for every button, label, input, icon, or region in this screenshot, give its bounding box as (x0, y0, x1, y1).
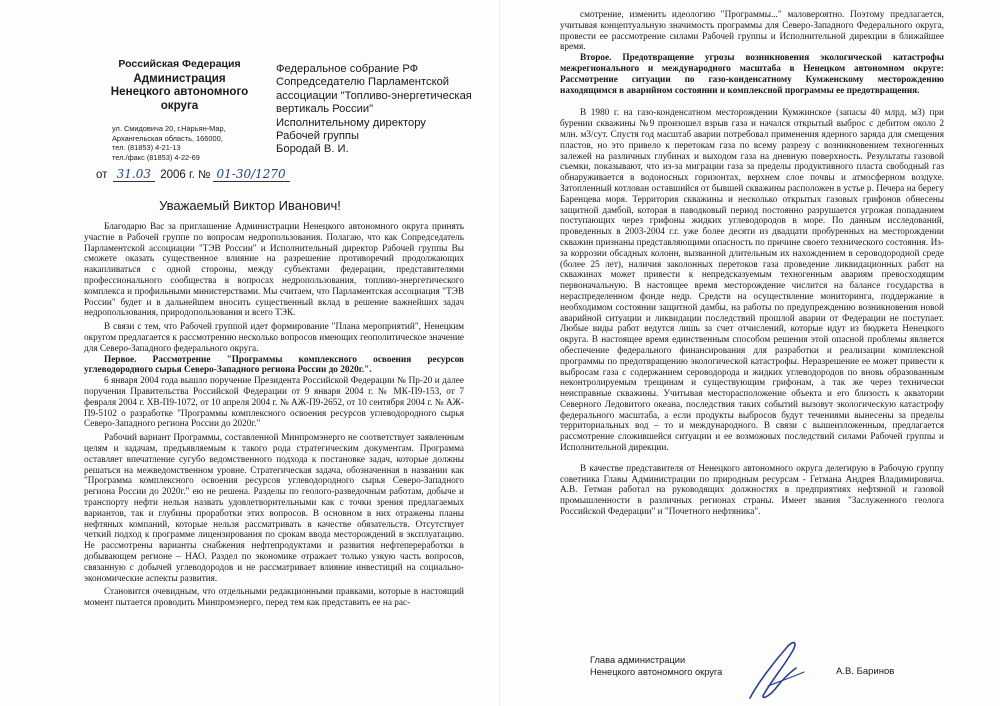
paragraph: В связи с тем, что Рабочей группой идет формирование "Плана мероприятий", Ненецким округом предлагается к рассмотрению несколько вопросов имеющих геополитическое значение для Северо-Западного федерального округа. (84, 322, 464, 354)
sender-address (112, 124, 252, 162)
addressee-line: Федеральное собрание РФ (276, 63, 419, 75)
paragraph: В 1980 г. на газо-конденсатном месторождении Кумжинское (запасы 40 млрд. м3) при бурении скважины №9 произошел взрыв газа и начался открытый выброс с дебитом около 2 млн. м3/сут. Спустя год масштаб аварии потребовал применения ядерного заряда для смещения пластов, но это привело к перетокам газа по всему разрезу с возникновением техногенных залежей на различных глубинах и выходом газа на дневную поверхность. Результаты газовой съемки, показывают, что из-за миграции газа за пределы продуктивного пласта свободный газ обнаруживается в водоносных горизонтах, верхнем слое почвы и атмосферном воздухе. Затопленный котлован оставшийся от бывшей скважины расположен в устье р. Печера на берегу Баренцева моря. Территория скважины и несколько открытых газовых грифонов обнесены защитной дамбой, которая в паводковый период постоянно разрушается угрожая попаданием поступающих через грифоны жидких углеводородов в море. По данным исследований, проведенных в 2003-2004 г.г. уже более десяти из двадцати пробуренных на месторождении скважин признаны представляющими опасность по причине своего технического состояния. Из-за коррозии обсадных колонн, вызванной длительным их нахождением в сероводородной среде (более 25 лет), наличия заколонных перетоков газа проведение ликвидационных работ на скважинах может привести к непредсказуемым техногенным авариям превосходящим первоначальную. В настоящее время месторождение числится на балансе государства в нераспределенном фонде недр. Средств на осуществление мониторинга, поддержание в необходимом состоянии защитной дамбы, на работы по предупреждению возникновения новой аварийной ситуации и ликвидации последствий прошлой аварии от Федерации не поступает. Любые виды работ ведутся лишь за счет отчислений, которые идут из бюджета Ненецкого округа. В настоящее время единственным способом решения этой опасной проблемы является обеспечение федерального финансирования для разработки и реализации комплексной программы по предотвращению экологической катастрофы. Неразрешение ее может привести к выбросам газа с содержанием сероводорода и жидких углеводородов по вновь образованным неконтролируемым трещинам и существующим грифонам, а так же через технически неисправные скважины. Учитывая месторасположение объекта и его близость к акватории Северного Ледовитого океана, последствия таких событий вызовут экологическую катастрофу федерального масштаба, а если продукты выбросов будут течениями вынесены за пределы территориальных вод – то и международного. В связи с вышеизложенным, предлагается рассмотрение сложившейся ситуации и ее возможных последствий силами Рабочей группы и Исполнительной дирекции. (560, 108, 944, 454)
handwritten-date: 31.03 (113, 167, 155, 182)
letter-body-page-1 (84, 222, 464, 609)
addressee-block (276, 63, 486, 157)
sender-region: Ненецкого автономного (110, 85, 249, 98)
signatory-title-line2: Ненецкого автономного округа (590, 666, 723, 677)
signatory-name: А.В. Баринов (836, 666, 895, 677)
addressee-line: вертикаль России" (276, 103, 374, 116)
section-heading-first: Первое. Рассмотрение "Программы комплексного освоения ресурсов углеводородного сырья Северо-Западного региона России до 2020г.". (84, 354, 464, 376)
addressee-name: Бородай В. И. (276, 143, 349, 156)
paragraph: В качестве представителя от Ненецкого автономного округа делегирую в Рабочую группу советника Главы Администрации по природным ресурсам - Гетмана Андрея Владимировича. А.В. Гетман работал на руководящих должностях в предприятиях нефтяной и газовой промышленности в различных регионах страны. Имеет звания "Заслуженного геолога Российской Федерации" и "Почетного нефтяника". (560, 463, 944, 518)
sender-address-region: Архангельская область, 166000, (112, 133, 223, 143)
date-number-line (96, 167, 356, 182)
paragraph: смотрение, изменить идеологию "Программы..." маловероятно. Поэтому предлагается, учитывая концептуальную значимость программы для Северо-Западного Федерального округа, провести ее рассмотрение силами Рабочей группы и Исполнительной дирекции в ближайшее время. (560, 10, 944, 53)
addressee-line: Исполнительному директору (276, 116, 426, 129)
addressee-line: Сопредседателю Парламентской (276, 76, 450, 89)
sender-country: Российская Федерация (118, 58, 241, 70)
paragraph: Становится очевидным, что отдельными редакционными правками, которые в настоящий момент пытается проводить Минпромэнерго, перед тем как представить ее на рас- (84, 587, 464, 609)
sender-address-street: ул. Смидовича 20, г.Нарьян-Мар, (112, 124, 226, 133)
sender-letterhead (92, 58, 267, 112)
letter-page-2 (500, 0, 1000, 706)
date-prefix: от (96, 169, 108, 181)
date-year: 2006 г. (160, 169, 195, 181)
sender-administration: Администрация (133, 71, 226, 85)
sender-fax: тел./факс (81853) 4-22-69 (112, 152, 200, 162)
paragraph: Рабочий вариант Программы, составленной Минпромэнерго не соответствует заявленным целям и задачам, предъявляемым к такого рода стратегическим документам. Программа оставляет впечатление сугубо ведомственного подхода к постановке задач, которые должны решаться на межведомственном уровне. Стратегическая задача, обозначенная в названии как "Программа комплексного освоения ресурсов углеводородного сырья Северо-Западного региона России до 2020г." ею не решена. Разделы по геолого-разведочным работам, добыче и транспорту нефти нельзя назвать удовлетворительными как с точки зрения предлагаемых вариантов, так и глубины проработки этих вопросов. В основном в них отражены планы нефтяных компаний, которые нельзя рассматривать в качестве обязательств. Отсутствует четкий подход к программе лицензирования по срокам ввода месторождений в эксплуатацию. Не рассмотрены варианты снабжения нефтепродуктами и развития нефтепереработки в добывающем регионе – НАО. Раздел по экономике отражает только узкую часть вопросов, связанную с добычей углеводородов и не рассматривает влияние инвестиций на социально-экономические аспекты развития. (84, 433, 464, 584)
section-heading-second: Второе. Предотвращение угрозы возникновения экологической катастрофы межрегионального и международного масштаба в Ненецком автономном округе: Рассмотрение ситуации по газо-конденсатному Кумженскому месторождению находящимся в аварийном состоянии и комплексной программы ее предотвращения. (560, 53, 944, 96)
handwritten-number: 01-30/1270 (213, 167, 290, 182)
addressee-line: Рабочей группы (276, 130, 360, 143)
signatory-title-line1: Глава администрации (590, 655, 686, 665)
number-label: № (198, 169, 211, 181)
handwritten-signature (738, 638, 818, 704)
signatory-title (590, 655, 730, 678)
sender-phone: тел. (81853) 4-21-13 (112, 143, 181, 153)
sender-region-okrug: округа (160, 98, 199, 112)
greeting: Уважаемый Виктор Иванович! (159, 198, 341, 213)
paragraph: Благодарю Вас за приглашение Администрации Ненецкого автономного округа принять участие в Рабочей группе по вопросам недропользования. Полагаю, что как Сопредседатель Парламентской ассоциации "ТЭВ России" и Исполнительный директор Рабочей группы Вы сможете оказать существенное влияние на разрешение противоречий продолжающих накапливаться с одной стороны, между субъектами федерации, представителями профессионального сообщества в вопросах недропользования, топливо-энергетического комплекса и профильными министерствами. Мы считаем, что Парламентская ассоциация "ТЭВ России" будет и в дальнейшем вносить существенный вклад в решение важнейших задач недропользования, природопользования и всего ТЭК. (84, 222, 464, 319)
paragraph: 6 января 2004 года вышло поручение Президента Российской Федерации № Пр-20 и далее поручения Правительства Российской Федерации от 9 января 2004 г. № МК-П9-153, от 7 февраля 2004 г. ХВ-П9-1072, от 10 апреля 2004 г. № АЖ-П9-2652, от 10 сентября 2004 г. № АЖ-П9-5102 о разработке "Программы комплексного освоения ресурсов углеводородного сырья Северо-Западного региона России до 2020г." (84, 376, 464, 430)
addressee-line: ассоциации "Топливо-энергетическая (276, 89, 472, 102)
letter-body-page-2 (560, 10, 944, 518)
